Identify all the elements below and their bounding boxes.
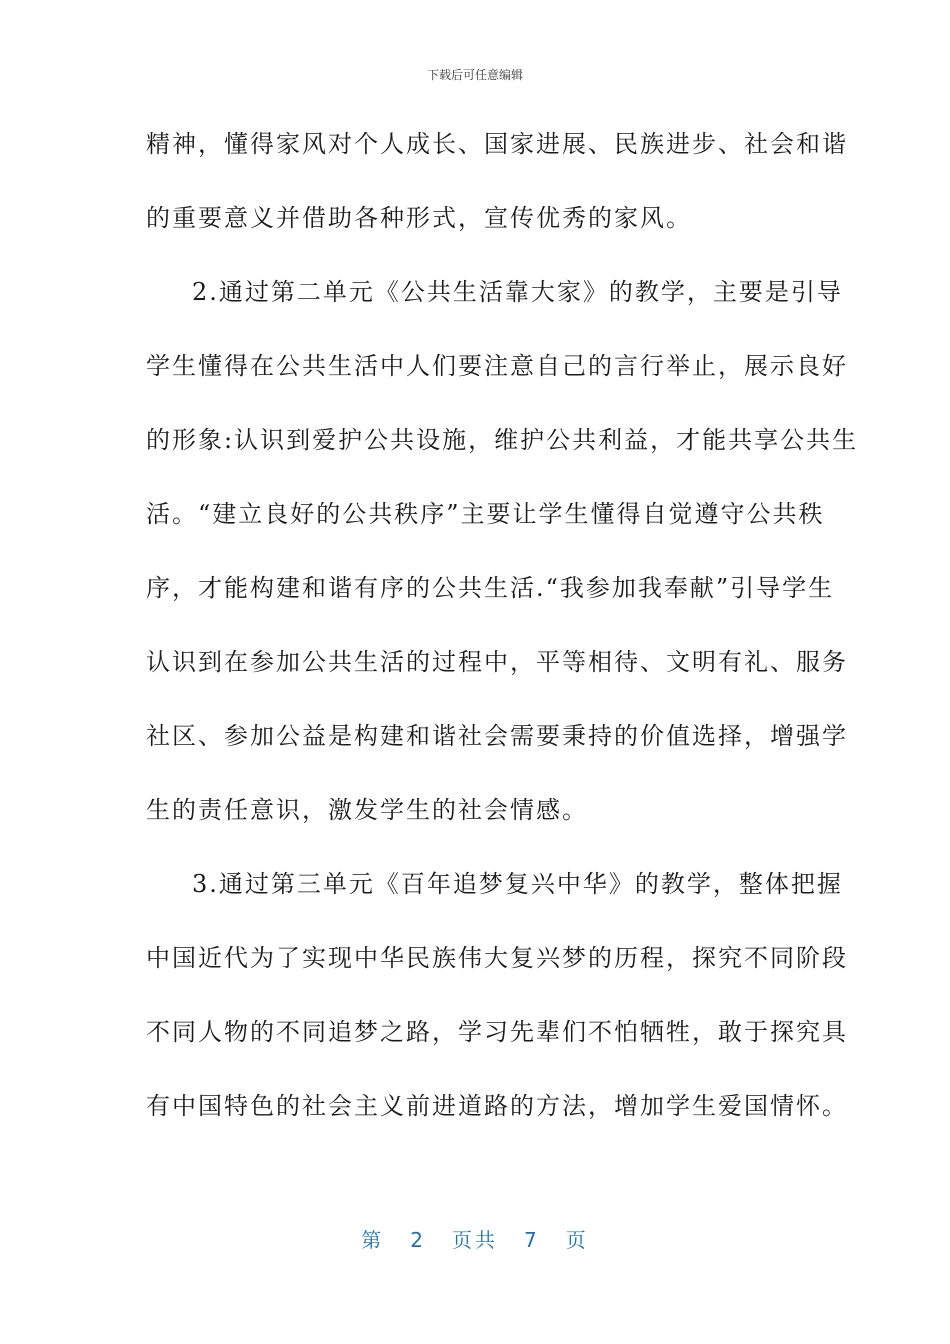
- text-line-paragraph-start: 2.通过第二单元《公共生活靠大家》的教学，主要是引导: [192, 278, 843, 306]
- text-line: 有中国特色的社会主义前进道路的方法，增加学生爱国情怀。: [146, 1092, 848, 1120]
- text-line: 生的责任意识，激发学生的社会情感。: [146, 796, 588, 824]
- text-line: 中国近代为了实现中华民族伟大复兴梦的历程，探究不同阶段: [146, 944, 848, 972]
- text-line: 认识到在参加公共生活的过程中，平等相待、文明有礼、服务: [146, 648, 848, 676]
- current-page-number: 2: [410, 1228, 426, 1252]
- text-line: 不同人物的不同追梦之路，学习先辈们不怕牺牲，敢于探究具: [146, 1018, 848, 1046]
- total-pages-number: 7: [524, 1228, 540, 1252]
- page-suffix: 页: [565, 1228, 589, 1252]
- text-line: 精神，懂得家风对个人成长、国家进展、民族进步、社会和谐: [146, 130, 848, 158]
- page-prefix: 第: [361, 1228, 385, 1252]
- page-number-footer: [0, 1224, 950, 1253]
- text-line: 活。“建立良好的公共秩序”主要让学生懂得自觉遵守公共秩: [146, 500, 825, 528]
- document-body: [146, 118, 859, 1154]
- text-line: 社区、参加公益是构建和谐社会需要秉持的价值选择，增强学: [146, 722, 848, 750]
- text-line: 的形象:认识到爱护公共设施，维护公共利益，才能共享公共生: [146, 426, 859, 454]
- text-line-paragraph-start: 3.通过第三单元《百年追梦复兴中华》的教学，整体把握: [192, 870, 843, 898]
- text-line: 的重要意义并借助各种形式，宣传优秀的家风。: [146, 204, 692, 232]
- text-line: 学生懂得在公共生活中人们要注意自己的言行举止，展示良好: [146, 352, 848, 380]
- page-mid: 页共: [452, 1228, 498, 1252]
- header-note: 下载后可任意编辑: [426, 68, 523, 82]
- text-line: 序，才能构建和谐有序的公共生活.“我参加我奉献”引导学生: [146, 574, 835, 602]
